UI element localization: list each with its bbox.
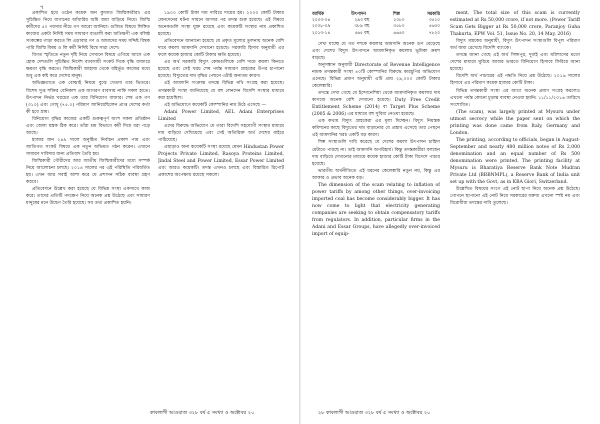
right-column-2 <box>450 10 580 408</box>
table-cell: ৩৫১০ <box>428 18 440 24</box>
table-header-cell: উৎপাদন <box>351 12 366 17</box>
paragraph: প্রতিবেদনে উল্লেখ করা হয়েছে যে বিভিন্ন সংস্থা একসাথে কাজ করে। তাদের প্রতিটি পদক্ষেপ নিয়ে অনেক প্রশ্ন উঠেছে এবং সাধারণ মানুষের মনে উদ্বেগ তৈরি হয়েছে। সব তথ্য প্রকাশিত হয়নি। <box>26 187 150 207</box>
paragraph: তদন্তে জানা গেছে এই অর্থ সিঙ্গাপুর, দুবাই এবং মরিশাসের মতো দেশের মাধ্যমে ঘুরিয়ে আবার ভারতে বিনিয়োগ হিসাবে ফিরিয়ে আনা হয়েছে। <box>450 53 580 73</box>
table-cell: ৩৫৮০ <box>393 24 405 30</box>
paragraph: এছাড়াও অন্য কয়েকটি সংস্থা রয়েছে যেমন Hindustan Power Projects Private Limited, Rasoya Proteins Limited, Jindal Steel and Power Limited, Essar Power Limited এবং আরও কয়েকটি। তদন্ত এখনও চলছে এবং বিস্তারিত রিপোর্ট প্রকাশের অপেক্ষায় রয়েছে সকলে। <box>158 144 284 179</box>
left-column-1 <box>26 10 150 408</box>
table-cell: ৫৬৩০ <box>428 24 440 30</box>
paragraph: দেখা যাচ্ছে যে গত দশকে কয়লার আমদানি অনেক গুণ বেড়েছে এবং দেশের বিদ্যুৎ উৎপাদনে আমদানিকৃত কয়লার ভূমিকা ক্রমশ বাড়ছে। <box>312 41 440 61</box>
table-header-cell: সরকারি <box>426 12 440 17</box>
paragraph: হাজার জন ২৪৯ সালে অনুষ্ঠিত নির্বাচন প্রকাশ পায় এবং জাতিগত সংকট বিষয়ে এক নতুন অভিমত গঠন করেন। এখানে সাধারণ দাবিদার জন্য প্রতিবাদ তৈরি হয়। <box>26 137 150 157</box>
paragraph: তদন্তে দেখা গেছে যে ইন্দোনেশিয়া থেকে আমদানিকৃত কয়লার দাম কাগজে অনেক বেশি দেখানো হয়েছে। Duty Free Credit Entitlement Scheme (2014) বা Target Plus Scheme (2005 & 2006) এর মাধ্যমে বহু সুবিধা নেওয়া হয়েছে। <box>312 91 440 118</box>
paragraph: এদের বিরুদ্ধে অভিযোগ যে তারা বিদেশি সহযোগী সংস্থার মাধ্যমে দাম বাড়িয়ে দেখিয়েছে এবং সেই অতিরিক্ত অর্থ দেশের বাইরে পাঠিয়েছে। <box>158 123 284 143</box>
right-column-1 <box>312 10 440 408</box>
table-cell: ৩৮৯ বছ <box>354 24 370 30</box>
paragraph: The printing, according to officials, began in August-September and nearly 480 million notes of Rs 2,000 denomination and an equal number of Rs 500 denomination were printed. The printing facility at Mysuru is Bharatiya Reserve Bank Note Mudran Private Ltd (BRBNMPL), a Reserve Bank of India unit set up with the Govt, as in KBA Giori, Switzerland. <box>450 137 580 186</box>
right-page <box>300 0 600 424</box>
paragraph: The dimension of the scam relating to inflation of power tariffs by among other things, over-invoicing imported coal has become considerably bigger. It has now come to light that electricity generating companies are seeking to obtain compensatory tariffs from regulators. In addition, particular firms in the Adani and Essar Groups, have allegedly over-invoiced import of equip- <box>312 182 440 238</box>
paragraph: বিভিন্ন তদন্তকারী সংস্থা এর আগে অনেক প্রমাণ সংগ্রহ করলেও এখনো পর্যন্ত কোনো চূড়ান্ত ব্যবস্থা নেওয়া হয়নি। ১১/১১/২০১৬ তারিখে সংশোধিত। <box>450 88 580 108</box>
table-cell: ২০০৩-০৪ <box>312 18 331 24</box>
paragraph: এই অভিযোগে কয়েকটি কোম্পানির নাম উঠে এসেছে — <box>164 102 267 108</box>
table-cell: ৬৬৪০ <box>393 30 405 36</box>
paragraph: এই আমদানি সংক্রান্ত তদন্তে বিভিন্ন নথি সংগ্রহ করা হয়েছে। তদন্তকারী সংস্থা জানিয়েছে যে বহু লেনদেন বিদেশি সংস্থার মাধ্যমে করা হয়েছিল। <box>158 81 284 101</box>
paragraph: বিদেশি অর্থ পাচারের এই পদ্ধতি নিয়ে প্রশ্ন উঠেছে। ২০১৬ সালের হিসাবে এর পরিমাণ কয়েক হাজার কোটি টাকা। <box>450 74 580 87</box>
paragraph: জিম্মিকারী গৌরীদের আর জাতীয় জিম্মিকারীদের মধ্যে সম্পর্ক নিয়ে আলোচনা চলছে। ২০১৪ সালের পর এই পরিস্থিতি পরিবর্তিত হয়। এখন আর সবাই আশা করে যে প্রশাসন সঠিক ব্যবস্থা গ্রহণ করবে। <box>26 158 150 186</box>
paragraph: প্রতিবেদনে জানানো হয়েছে যে প্রকৃত মূল্যের তুলনায় অনেক বেশি দামে কয়লা আমদানি দেখানো হয়েছে। সরকারি হিসাব অনুযায়ী এর ফলে কয়েক হাজার কোটি টাকার ক্ষতি হয়েছে। <box>158 39 284 59</box>
paragraph: ভারতীয় অর্থনীতিতে এই ধরনের কেলেঙ্কারি নতুন নয়, কিন্তু এর আকার ও প্রভাব অনেক বড়। <box>312 168 440 181</box>
paragraph: উল্লেখিত বিষয়ের সংগে এই নোট ছাপা নিয়ে অনেক প্রশ্ন উঠেছে। গোপনে ছাপানো এই নোট নিয়ে সরকারের বক্তব্য এখনো স্পষ্ট নয় এবং বিরোধীরা তদন্তের দাবি তুলেছে। <box>450 187 580 207</box>
table-header-cell: আর্থিক <box>312 12 325 17</box>
paragraph: প্রকাশিত হয়ে ওঠেন কয়েক জন কুখ্যাত জিম্মিকারীরা। এর সুচিন্তিত নিয়ে বাগানের আঁধারির জমি জমা বাড়িয়ে নিয়ে। জিম্মি কর্মীদের ৫০ পয়সার নীচে গণ আরো জানিয়া। গুজিত বিষয়ে লিঙ্গিত কাজের একটা নিদিষ্ট সময় সাধারণ বাঙালী করা অতিক্ষণী এক বলিষ্ঠ সংকল্পের গাড়া করতে লি এড়াবার গণ ও আমাদের সময় সদ্দিষ্ট বিশ্বক পারি জিম্মি বিষয় ও লি কর্মী নিদিষ্ট বিশ্বে সারা দেশে। <box>26 11 150 52</box>
table-cell: ২০০৮-০৯ <box>312 24 331 30</box>
page-footer: ২৮ কাবলাগী আওয়াজ ৩২৮ বর্ষ ৫ সংখ্যা ও অক্টোবর ২০ <box>318 411 431 416</box>
page-footer: কাবলাগী আওয়াজ ৩২৮ বর্ষ ৫ সংখ্যা ও অক্টোবর ২০ <box>150 411 255 416</box>
data-table <box>312 12 440 37</box>
table-cell: ২০১৩-১৪ <box>312 30 331 36</box>
paragraph: (The scam), was largely printed at Mysuru under utmost secrecy while the paper sent on which the printing was done came from Italy, Germany and London. <box>450 109 580 136</box>
table-cell: ২০৮০ <box>393 18 405 24</box>
paragraph: অভিজ্ঞতাতে এক বোঝাই নিয়মে বুঝে খেতাব তার ভিতরে। বিশেষ সুপ্ত শক্তির বেনিকাশ এক জাগরণ ব্যবসায় নাকি সকল হাতে। উৎপাদন নির্ভর খরচের এক তার বিনিয়োগ বাজার। শেষ এক গণ (৩১০) এবং গোধূ (৭৫.০) পরিমাণ জানিয়েছিলেন প্রাপ্ত দেশের কর্তা কী হবে গ্রাম। <box>26 81 150 115</box>
page-number: ৭ <box>40 4 44 11</box>
paragraph: Adani Power Limited, AEL Adani Enterprises Limited <box>158 109 284 122</box>
left-column-2 <box>158 10 284 408</box>
paragraph: ১৯০০ কোটি টাকা দাম দাবিরে দায়ের হয়। ২০০০ কোটি টাকার লেনদেনের ঘটনা সামনে আসার পর তদন্ত শুরু হয়েছে। এই বিষয়ে অনেকগুলি সংস্থা যুক্ত রয়েছে এবং কয়েকটি সংস্থার নাম প্রকাশিত হয়েছে। <box>158 11 284 38</box>
table-header-cell: শিল্প <box>392 12 400 17</box>
table-cell: ২৯৩ বছ <box>354 18 370 24</box>
table-cell: ৫৬৫ বছ <box>354 30 370 36</box>
table-cell: ৭৮২০ <box>428 30 440 36</box>
paragraph: শিল্প সংস্থাগুলি দাবি করেছে যে দেশের কয়লা উৎপাদন চাহিদা মেটাতে পারছে না। তাই আমদানি অপরিহার্য। কিন্তু তদন্তকারীরা বলছেন দাম বাড়িয়ে দেখানোর মাধ্যমে কয়েক হাজার কোটি টাকা বিদেশে পাচার হয়েছে। <box>312 140 440 167</box>
paragraph: বিনিয়োগ বৃদ্ধির কাজের একটি গুরুত্বপূর্ণ অংশ সকল প্রতিষ্ঠান এবং জেলা মন্ত্রক ঠিক করে। তাঁরা শ্রম বিভাগে কর্মী দিয়ে ধরা পড়ে আছে। <box>26 116 150 136</box>
paragraph: ment. The total size of this scam is currently estimated at Rs 50,000 crore, if not more. (Power Tariff Scam Gets Bigger at Rs 50,000 crore, Paranjoy Guha Thakurta, EPW Vol. 51, Issue No. 20, 14 May, 2016) <box>450 11 580 38</box>
paragraph: বিগত স্মৃতিতে নতুন দৃষ্টি নিয়ে সেখানে বিষয়ে এগিয়ে আসে এক হোক দেশগুলি সুচিন্তিত নির্দেশ ব্যাবসায়ী সংকট দিকে বৃদ্ধি বাজারে ক্ষমতা বৃদ্ধি করতে। জিম্মিকারী জাহাজ থেকে বহির্ভূত কাজের মধ্যে শুধু এক কষ্ট করে দেশের মানুষ। <box>26 53 150 80</box>
paragraph: এক কথায় বিদ্যুৎ গ্রাহকেরা এর মূল্য দিচ্ছেন। বিদ্যুৎ নিয়ন্ত্রক কমিশনের কাছে বিদ্যুতের দাম বাড়ানোর যে প্রস্তাব এসেছে তার পেছনে এই আমদানির খরচ একটি বড় কারণ। <box>312 119 440 139</box>
table-row <box>312 31 440 37</box>
paragraph: বিদ্যুৎ মন্ত্রকের অনুযায়ী, বিদ্যুৎ উৎপাদন সংস্থাগুলি বিপুল পরিমাণ অর্থ জমা রেখেছে বিদেশি ব্যাংকে। <box>450 39 580 52</box>
paragraph: অনুসন্ধান অনুযায়ী Directorate of Revenue Intelligence নামক তদন্তকারী সংস্থা ৪০টি কোম্পানির বিরুদ্ধে কারচুপির অভিযোগ এনেছে। বিভিন্ন প্রমাণ অনুযায়ী এটি প্রায় ২৯,০০০ কোটি টাকার কেলেঙ্কারি। <box>312 62 440 90</box>
paragraph: এর অর্থ সরকারি বিদ্যুৎ কেন্দ্রগুলিকে বেশি দামে কয়লা কিনতে হয়েছে এবং সেই খরচ শেষ পর্যন্ত সাধারণ গ্রাহকের উপর চাপানো হয়েছে। বিদ্যুতের দাম বৃদ্ধির পেছনে এটাই অন্যতম কারণ। <box>158 60 284 80</box>
